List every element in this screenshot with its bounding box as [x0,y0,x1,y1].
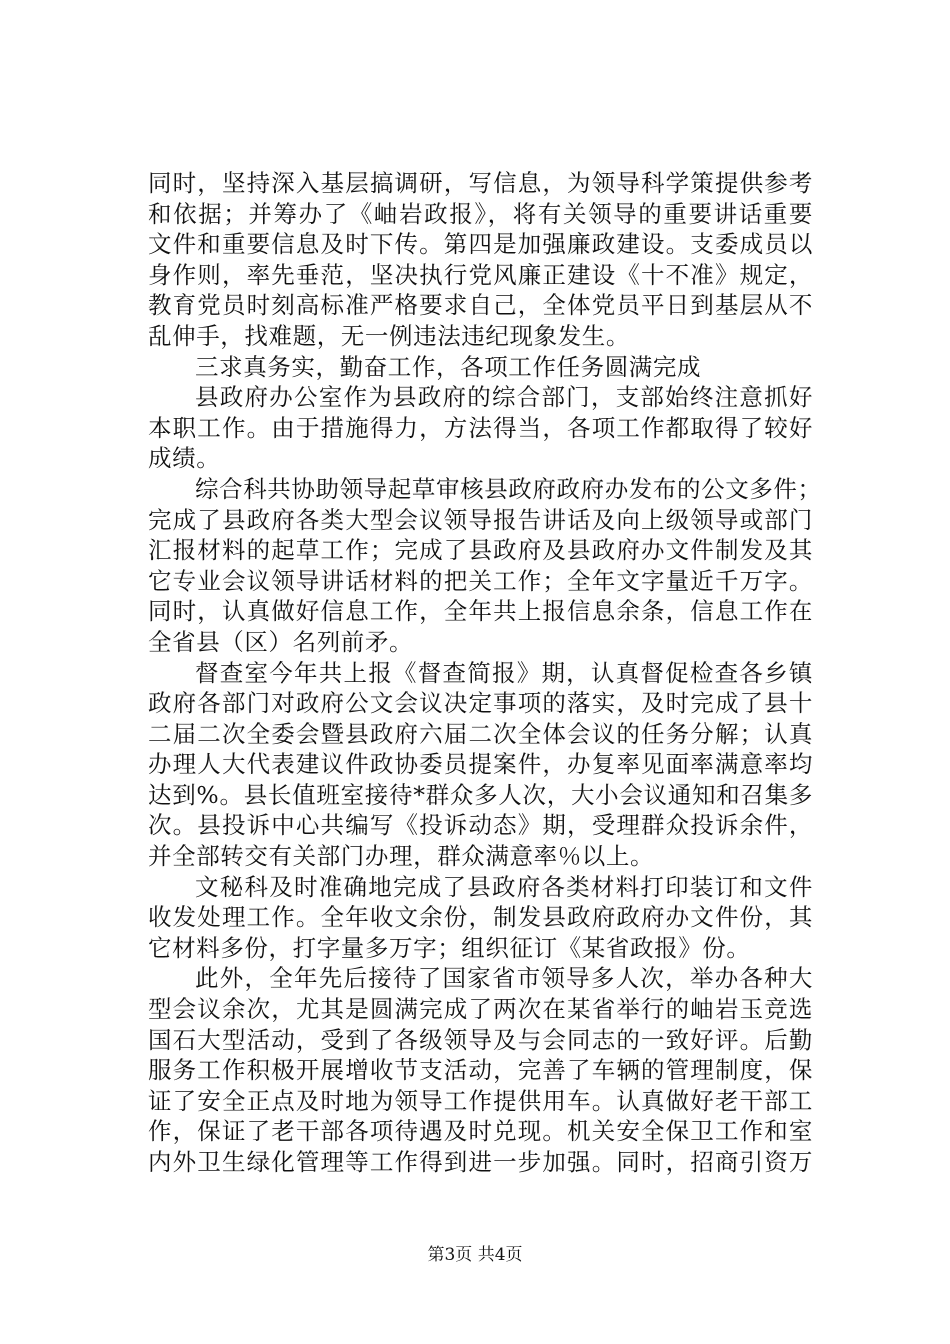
body-line: 作，保证了老干部各项待遇及时兑现。机关安全保卫工作和室 [148,1117,813,1146]
body-line: 国石大型活动，受到了各级领导及与会同志的一致好评。后勤 [148,1025,813,1054]
body-line: 达到%。县长值班室接待*群众多人次，大小会议通知和召集多 [148,780,813,809]
body-line: 本职工作。由于措施得力，方法得当，各项工作都取得了较好 [148,413,813,442]
body-line: 和依据；并筹办了《岫岩政报》，将有关领导的重要讲话重要 [148,199,813,228]
body-line: 县政府办公室作为县政府的综合部门，支部始终注意抓好 [195,383,813,412]
document-body [148,168,822,1178]
body-line: 同时，认真做好信息工作，全年共上报信息余条，信息工作在 [148,597,813,626]
body-line: 收发处理工作。全年收文余份，制发县政府政府办文件份，其 [148,903,813,932]
section-heading: 三求真务实，勤奋工作，各项工作任务圆满完成 [195,352,702,381]
body-line: 综合科共协助领导起草审核县政府政府办发布的公文多件； [195,474,822,503]
body-line: 此外，全年先后接待了国家省市领导多人次，举办各种大 [195,964,813,993]
body-line: 督查室今年共上报《督查简报》期，认真督促检查各乡镇 [195,658,813,687]
body-line: 乱伸手，找难题，无一例违法违纪现象发生。 [148,321,630,350]
body-line: 全省县（区）名列前矛。 [148,627,414,656]
body-line: 身作则，率先垂范，坚决执行党风廉正建设《十不准》规定， [148,260,813,289]
body-line: 证了安全正点及时地为领导工作提供用车。认真做好老干部工 [148,1086,813,1115]
body-line: 内外卫生绿化管理等工作得到进一步加强。同时，招商引资万 [148,1148,813,1176]
body-line: 同时，坚持深入基层搞调研，写信息，为领导科学策提供参考 [148,169,813,197]
body-line: 二届二次全委会暨县政府六届二次全体会议的任务分解；认真 [148,719,813,748]
body-line: 文秘科及时准确地完成了县政府各类材料打印装订和文件 [195,872,813,901]
body-line: 教育党员时刻高标准严格要求自己，全体党员平日到基层从不 [148,291,813,320]
body-line: 政府各部门对政府公文会议决定事项的落实，及时完成了县十 [148,689,813,718]
body-line: 它专业会议领导讲话材料的把关工作；全年文字量近千万字。 [148,566,813,595]
body-line: 完成了县政府各类大型会议领导报告讲话及向上级领导或部门 [148,505,813,534]
body-line: 服务工作积极开展增收节支活动，完善了车辆的管理制度，保 [148,1056,813,1085]
body-line: 次。县投诉中心共编写《投诉动态》期，受理群众投诉余件， [148,811,813,840]
body-line: 它材料多份，打字量多万字；组织征订《某省政报》份。 [148,933,751,962]
page-number-footer: 第3页 共4页 [427,1245,523,1265]
body-line: 办理人大代表建议件政协委员提案件，办复率见面率满意率均 [148,750,813,779]
body-line: 型会议余次，尤其是圆满完成了两次在某省举行的岫岩玉竞选 [148,995,813,1024]
body-line: 文件和重要信息及时下传。第四是加强廉政建设。支委成员以 [148,230,813,259]
body-line: 汇报材料的起草工作；完成了县政府及县政府办文件制发及其 [148,536,813,565]
body-line: 并全部转交有关部门办理，群众满意率％以上。 [148,842,655,871]
body-line: 成绩。 [148,444,221,473]
